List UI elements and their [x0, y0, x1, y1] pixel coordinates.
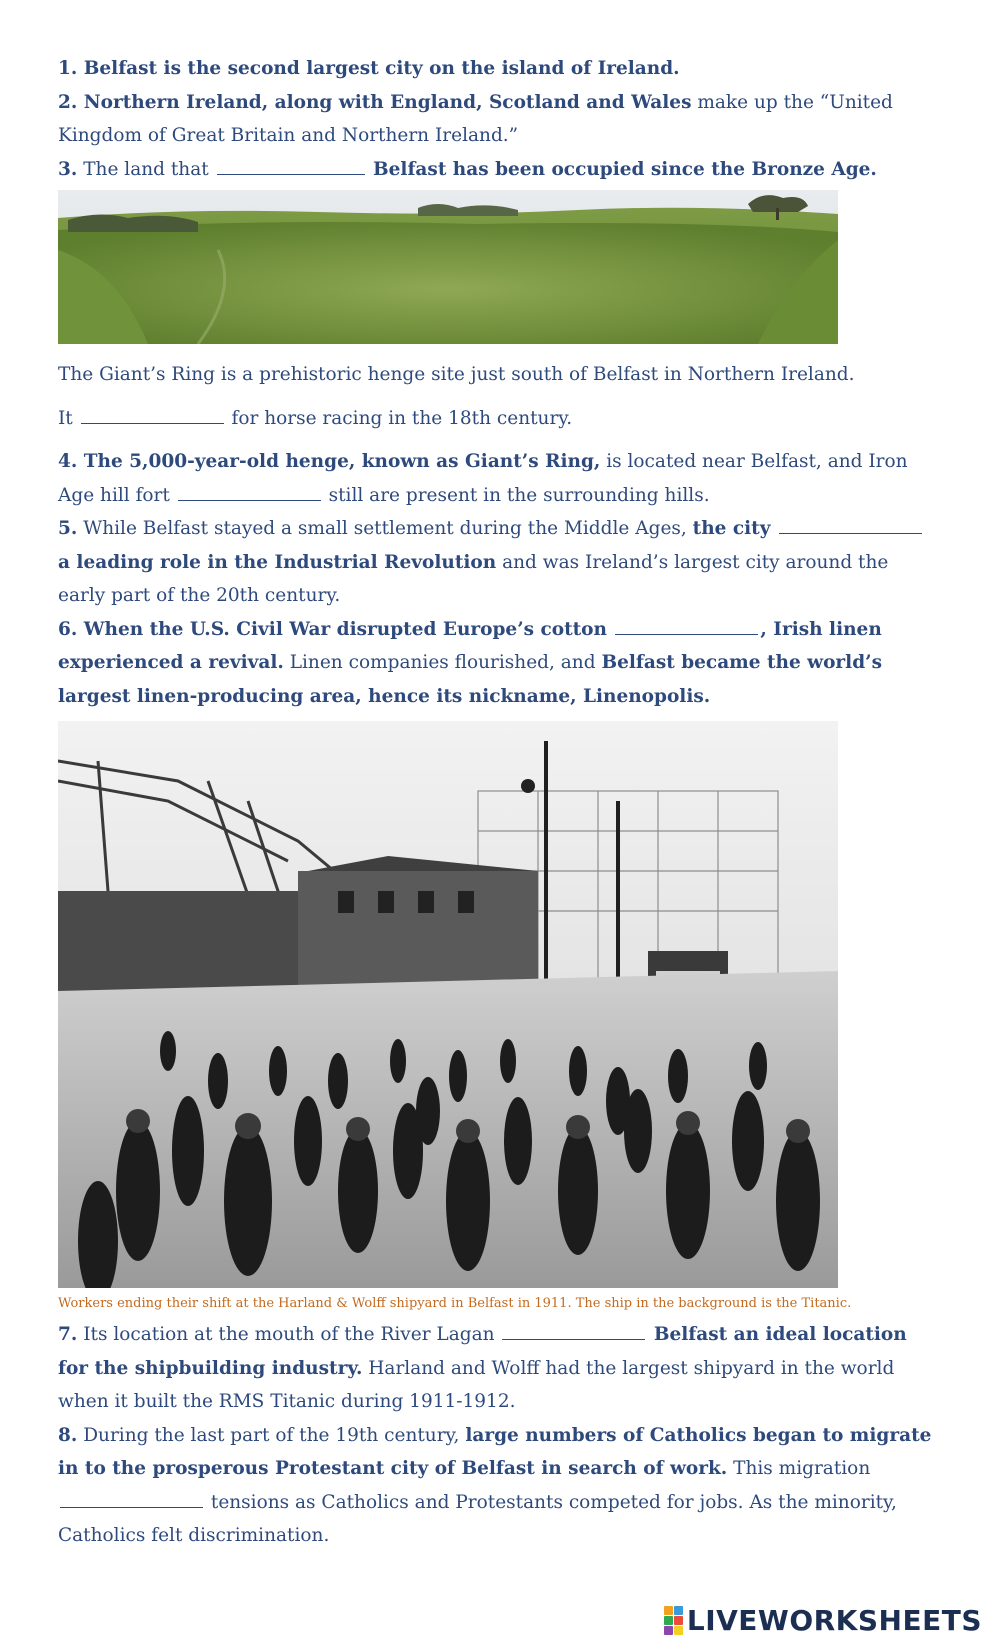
question-5-number: 5. [58, 518, 78, 539]
question-6-bold-1: 6. When the U.S. Civil War disrupted Europe’s cotton [58, 618, 614, 640]
question-7-pre: Its location at the mouth of the River Lagan [77, 1324, 501, 1345]
question-7-bold: Belfast an ideal location for the shipbuilding industry. [58, 1324, 907, 1379]
answer-blank-5[interactable] [779, 513, 922, 534]
question-7-post: Harland and Wolff had the largest shipyard in the world when it built the RMS Titanic during 1911-1912. [58, 1357, 895, 1412]
question-1-text: 1. Belfast is the second largest city on the island of Ireland. [58, 58, 680, 79]
question-7-number: 7. [58, 1324, 78, 1345]
liveworksheets-logo-icon [664, 1606, 683, 1635]
question-3 [58, 153, 938, 187]
question-6-mid: Linen companies flourished, and [283, 652, 602, 673]
shipyard-photo [58, 721, 838, 1288]
question-3-bold: Belfast has been occupied since the Bronze Age. [366, 158, 877, 180]
question-8-mid: This migration [727, 1458, 871, 1479]
question-6 [58, 613, 938, 714]
question-8 [58, 1419, 938, 1553]
question-4 [58, 445, 938, 512]
question-4-bold: 4. The 5,000-year-old henge, known as Giant’s Ring, [58, 451, 601, 472]
question-5-pre: While Belfast stayed a small settlement during the Middle Ages, [77, 518, 693, 539]
question-6-bold-3: Belfast became the world’s largest linen-producing area, hence its nickname, Linenopolis. [58, 652, 882, 707]
shipyard-caption: Workers ending their shift at the Harland & Wolff shipyard in Belfast in 1911. The ship in the background is the Titanic. [58, 1296, 852, 1311]
question-4-mid: is located near Belfast, and Iron Age hill fort [58, 451, 908, 506]
giants-ring-post: for horse racing in the 18th century. [225, 407, 573, 429]
answer-blank-8[interactable] [60, 1487, 203, 1508]
question-5-bold-2: a leading role in the Industrial Revolution [58, 551, 497, 573]
question-2-rest: make up the “United Kingdom of Great Britain and Northern Ireland.” [58, 91, 893, 146]
worksheet-page [58, 52, 938, 1553]
answer-blank-6[interactable] [615, 614, 758, 635]
giants-ring-caption: The Giant’s Ring is a prehistoric henge site just south of Belfast in Northern Ireland. [58, 364, 855, 385]
question-2 [58, 86, 938, 153]
question-7 [58, 1318, 938, 1419]
question-8-pre: During the last part of the 19th century, [77, 1424, 466, 1446]
answer-blank-giants-ring[interactable] [81, 403, 224, 424]
question-5-bold-1: the city [692, 518, 777, 539]
question-3-pre: The land that [77, 158, 215, 180]
question-8-bold: large numbers of Catholics began to migrate in to the prosperous Protestant city of Belfast in search of work. [58, 1424, 932, 1479]
question-3-number: 3. [58, 158, 78, 180]
liveworksheets-logo [664, 1604, 982, 1637]
answer-blank-4[interactable] [178, 480, 321, 501]
question-2-bold: 2. Northern Ireland, along with England, Scotland and Wales [58, 91, 692, 113]
question-8-post: tensions as Catholics and Protestants competed for jobs. As the minority, Catholics felt discrimination. [58, 1491, 897, 1546]
question-5 [58, 512, 938, 613]
giants-ring-question [58, 402, 938, 436]
question-8-number: 8. [58, 1424, 78, 1446]
answer-blank-7[interactable] [502, 1319, 645, 1340]
question-5-post: and was Ireland’s largest city around the early part of the 20th century. [58, 551, 889, 606]
giants-ring-photo [58, 190, 838, 344]
answer-blank-3[interactable] [217, 154, 365, 175]
liveworksheets-logo-text: LIVEWORKSHEETS [686, 1604, 982, 1637]
question-6-bold-2: , Irish linen experienced a revival. [58, 618, 882, 673]
giants-ring-pre: It [58, 407, 79, 429]
question-1 [58, 52, 938, 86]
question-4-post: still are present in the surrounding hills. [322, 484, 710, 506]
